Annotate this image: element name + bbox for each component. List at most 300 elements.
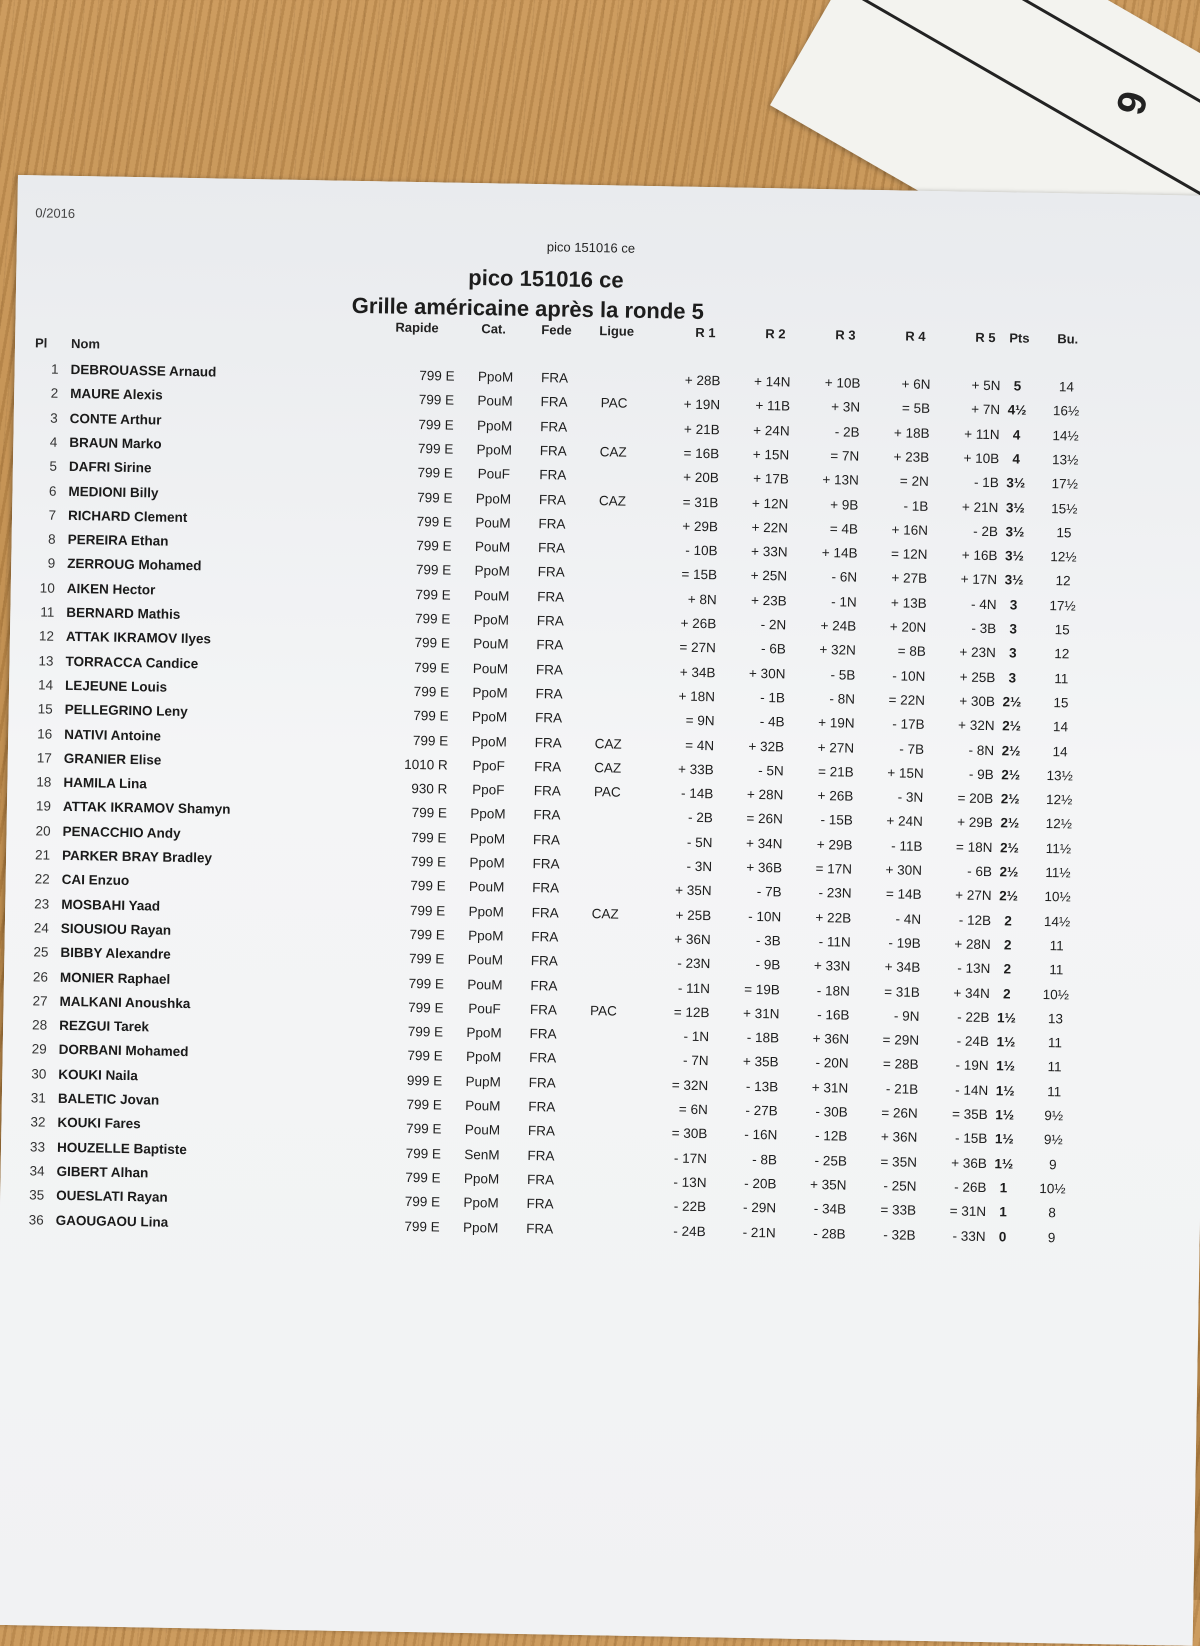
federation: FRA: [534, 419, 574, 435]
buchholz: 17½: [1043, 476, 1087, 492]
points: 2½: [996, 743, 1026, 759]
player-name: SIOUSIOU Rayan: [61, 921, 172, 938]
col-pts: Pts: [1009, 330, 1029, 345]
round-5-result: + 23N: [940, 644, 996, 660]
points: 2½: [995, 816, 1025, 832]
round-5-result: + 27N: [935, 887, 991, 903]
buchholz: 14: [1044, 379, 1088, 395]
player-name: KOUKI Fares: [57, 1115, 141, 1131]
round-1-result: - 23N: [654, 955, 710, 971]
rating: 999 E: [372, 1072, 442, 1088]
player-name: DORBANI Mohamed: [59, 1042, 189, 1059]
round-4-result: = 26N: [862, 1105, 918, 1121]
place-number: 27: [25, 993, 47, 1008]
player-name: CAI Enzuo: [62, 872, 130, 888]
federation: FRA: [521, 1148, 561, 1164]
round-2-result: - 5N: [728, 762, 784, 778]
round-1-result: + 28B: [664, 372, 720, 388]
points: 2½: [996, 767, 1026, 783]
player-name: MAURE Alexis: [70, 386, 163, 403]
points: 2½: [993, 888, 1023, 904]
player-name: BERNARD Mathis: [66, 605, 180, 622]
rating: 930 R: [377, 780, 447, 796]
col-r1: R 1: [695, 325, 715, 340]
rating: 799 E: [381, 562, 451, 578]
round-5-result: - 24B: [933, 1033, 989, 1049]
player-name: NATIVI Antoine: [64, 726, 161, 743]
rating: 799 E: [382, 489, 452, 505]
points: 3½: [1000, 500, 1030, 516]
player-name: PENACCHIO Andy: [62, 824, 180, 841]
rating: 1010 R: [378, 756, 448, 772]
round-5-result: - 19N: [932, 1057, 988, 1073]
category: PupM: [458, 1074, 508, 1090]
buchholz: 15: [1042, 525, 1086, 541]
buchholz: 17½: [1041, 598, 1085, 614]
league: [588, 614, 632, 615]
federation: FRA: [526, 880, 566, 896]
round-5-result: + 21N: [942, 499, 998, 515]
round-5-result: + 11N: [944, 426, 1000, 442]
round-1-result: + 20B: [663, 469, 719, 485]
federation: FRA: [523, 1026, 563, 1042]
round-4-result: = 5B: [874, 400, 930, 416]
place-number: 16: [30, 726, 52, 741]
league: [582, 978, 626, 979]
round-2-result: - 29N: [720, 1200, 776, 1216]
points: 5: [1002, 378, 1032, 394]
round-4-result: + 16N: [872, 522, 928, 538]
place-number: 1: [36, 361, 58, 376]
round-5-result: + 16B: [941, 547, 997, 563]
buchholz: 9½: [1032, 1108, 1076, 1124]
round-5-result: + 5N: [944, 377, 1000, 393]
round-5-result: - 12B: [935, 912, 991, 928]
col-r5: R 5: [975, 330, 995, 345]
player-name: PELLEGRINO Leny: [65, 702, 188, 719]
league: [590, 517, 634, 518]
place-number: 15: [31, 701, 53, 716]
buchholz: 13½: [1038, 768, 1082, 784]
round-4-result: - 3N: [867, 789, 923, 805]
round-3-result: + 13N: [803, 472, 859, 488]
round-3-result: - 28B: [790, 1225, 846, 1241]
buchholz: 12½: [1037, 816, 1081, 832]
buchholz: 16½: [1044, 403, 1088, 419]
round-3-result: + 19N: [798, 715, 854, 731]
federation: FRA: [528, 759, 568, 775]
points: 1½: [991, 1010, 1021, 1026]
col-fede: Fede: [541, 322, 572, 338]
buchholz: 12: [1041, 573, 1085, 589]
player-name: REZGUI Tarek: [59, 1018, 149, 1035]
place-number: 35: [22, 1187, 44, 1202]
points: 3: [999, 597, 1029, 613]
federation: FRA: [526, 832, 566, 848]
place-number: 14: [31, 677, 53, 692]
points: 1½: [989, 1131, 1019, 1147]
col-r2: R 2: [765, 326, 785, 341]
round-1-result: + 35N: [655, 883, 711, 899]
place-number: 25: [26, 944, 48, 959]
page-subtitle: Grille américaine après la ronde 5: [352, 293, 705, 325]
category: PouF: [459, 1001, 509, 1017]
round-2-result: + 23B: [731, 592, 787, 608]
rating: 799 E: [384, 367, 454, 383]
federation: FRA: [522, 1099, 562, 1115]
round-1-result: + 25B: [655, 907, 711, 923]
round-4-result: - 7B: [868, 740, 924, 756]
player-name: PARKER BRAY Bradley: [62, 848, 212, 866]
round-1-result: - 2B: [657, 810, 713, 826]
round-1-result: + 26B: [660, 615, 716, 631]
category: PpoM: [461, 903, 511, 919]
federation: FRA: [522, 1075, 562, 1091]
league: [590, 541, 634, 542]
round-4-result: = 33B: [860, 1202, 916, 1218]
col-nom: Nom: [71, 336, 100, 352]
points: 1½: [990, 1107, 1020, 1123]
round-1-result: = 4N: [658, 737, 714, 753]
player-name: ZERROUG Mohamed: [67, 556, 202, 573]
place-number: 4: [35, 434, 57, 449]
buchholz: 11: [1033, 1035, 1077, 1051]
round-4-result: - 1B: [872, 497, 928, 513]
round-1-result: - 3N: [656, 858, 712, 874]
federation: FRA: [534, 370, 574, 386]
federation: FRA: [532, 516, 572, 532]
round-2-result: + 32B: [728, 738, 784, 754]
round-2-result: - 9B: [724, 957, 780, 973]
federation: FRA: [533, 467, 573, 483]
round-3-result: - 20N: [792, 1055, 848, 1071]
league: [592, 420, 636, 421]
col-rapide: Rapide: [395, 320, 439, 336]
category: PpoF: [463, 782, 513, 798]
league: [580, 1124, 624, 1125]
points: 3: [998, 645, 1028, 661]
round-3-result: + 26B: [797, 788, 853, 804]
league: [580, 1076, 624, 1077]
rating: 799 E: [384, 392, 454, 408]
round-1-result: - 24B: [650, 1223, 706, 1239]
league: [585, 833, 629, 834]
rating: 799 E: [373, 1048, 443, 1064]
points: 2: [992, 961, 1022, 977]
round-1-result: = 12B: [653, 1004, 709, 1020]
page-title: pico 151016 ce: [468, 265, 624, 294]
league: [581, 1027, 625, 1028]
round-3-result: + 14B: [801, 545, 857, 561]
rating: 799 E: [380, 635, 450, 651]
federation: FRA: [530, 637, 570, 653]
round-3-result: + 31N: [792, 1079, 848, 1095]
buchholz: 11½: [1036, 841, 1080, 857]
round-5-result: + 7N: [944, 401, 1000, 417]
points: 4: [1001, 427, 1031, 443]
player-name: MALKANI Anoushka: [59, 994, 190, 1011]
round-2-result: - 20B: [720, 1175, 776, 1191]
player-name: RICHARD Clement: [68, 508, 188, 525]
round-1-result: + 36N: [655, 931, 711, 947]
points: 2½: [997, 694, 1027, 710]
round-5-result: + 32N: [938, 717, 994, 733]
round-2-result: + 22N: [732, 519, 788, 535]
league: CAZ: [586, 736, 630, 752]
round-4-result: = 35N: [861, 1153, 917, 1169]
buchholz: 14½: [1043, 428, 1087, 444]
federation: FRA: [528, 734, 568, 750]
col-ligue: Ligue: [599, 323, 634, 339]
category: PpoF: [464, 758, 514, 774]
buchholz: 14: [1038, 719, 1082, 735]
round-3-result: + 10B: [804, 375, 860, 391]
round-5-result: - 33N: [930, 1228, 986, 1244]
round-5-result: = 20B: [937, 790, 993, 806]
round-1-result: = 32N: [652, 1077, 708, 1093]
points: 3½: [1001, 475, 1031, 491]
player-name: BIBBY Alexandre: [60, 945, 171, 962]
round-1-result: = 30B: [651, 1125, 707, 1141]
league: [593, 371, 637, 372]
category: PpoM: [462, 831, 512, 847]
round-4-result: - 21B: [862, 1081, 918, 1097]
round-1-result: - 7N: [653, 1053, 709, 1069]
round-5-result: - 14N: [932, 1082, 988, 1098]
player-name: ATTAK IKRAMOV Ilyes: [66, 629, 211, 647]
round-5-result: = 35B: [932, 1106, 988, 1122]
federation: FRA: [529, 662, 569, 678]
round-4-result: = 8B: [870, 643, 926, 659]
category: PpoM: [456, 1171, 506, 1187]
points: 3½: [1000, 524, 1030, 540]
place-number: 18: [29, 774, 51, 789]
round-3-result: - 1N: [801, 593, 857, 609]
place-number: 17: [30, 750, 52, 765]
federation: FRA: [534, 394, 574, 410]
buchholz: 10½: [1035, 889, 1079, 905]
federation: FRA: [531, 540, 571, 556]
buchholz: 11: [1032, 1059, 1076, 1075]
col-r4: R 4: [905, 329, 925, 344]
place-number: 9: [33, 556, 55, 571]
round-2-result: + 17B: [733, 471, 789, 487]
round-4-result: + 23B: [873, 449, 929, 465]
place-number: 28: [25, 1017, 47, 1032]
round-3-result: = 7N: [803, 448, 859, 464]
category: PouM: [467, 539, 517, 555]
round-2-result: + 35B: [723, 1054, 779, 1070]
player-name: GIBERT Alhan: [56, 1164, 148, 1181]
rating: 799 E: [373, 1023, 443, 1039]
league: CAZ: [590, 493, 634, 509]
round-4-result: + 27B: [871, 570, 927, 586]
round-4-result: = 31B: [864, 983, 920, 999]
buchholz: 9: [1031, 1156, 1075, 1172]
category: PpoM: [470, 369, 520, 385]
round-3-result: + 24B: [800, 618, 856, 634]
round-3-result: - 11N: [795, 934, 851, 950]
category: PpoM: [459, 1049, 509, 1065]
round-3-result: = 4B: [802, 521, 858, 537]
round-2-result: - 21N: [720, 1224, 776, 1240]
federation: FRA: [520, 1220, 560, 1236]
player-name: HOUZELLE Baptiste: [57, 1139, 187, 1156]
place-number: 19: [29, 799, 51, 814]
rating: 799 E: [370, 1193, 440, 1209]
round-2-result: + 14N: [734, 374, 790, 390]
points: 1½: [989, 1156, 1019, 1172]
print-date: 0/2016: [35, 205, 75, 221]
round-4-result: = 29N: [863, 1032, 919, 1048]
round-2-result: + 24N: [734, 422, 790, 438]
category: PpoM: [467, 563, 517, 579]
category: PouM: [462, 879, 512, 895]
round-3-result: - 16B: [793, 1006, 849, 1022]
place-number: 23: [27, 896, 49, 911]
category: PouM: [458, 1098, 508, 1114]
category: PouM: [466, 636, 516, 652]
round-2-result: + 31N: [723, 1005, 779, 1021]
player-name: BRAUN Marko: [69, 435, 162, 452]
category: PouM: [465, 660, 515, 676]
category: PouF: [469, 466, 519, 482]
player-name: PEREIRA Ethan: [68, 532, 169, 549]
player-name: LEJEUNE Louis: [65, 678, 167, 695]
round-4-result: - 11B: [866, 838, 922, 854]
rating: 799 E: [383, 465, 453, 481]
place-number: 7: [34, 507, 56, 522]
round-1-result: - 17N: [651, 1150, 707, 1166]
player-name: KOUKI Naila: [58, 1067, 138, 1083]
round-4-result: + 18B: [874, 425, 930, 441]
points: 4: [1001, 451, 1031, 467]
round-1-result: = 6N: [652, 1101, 708, 1117]
points: 3½: [999, 548, 1029, 564]
round-5-result: + 36B: [931, 1155, 987, 1171]
place-number: 6: [34, 483, 56, 498]
rating: 799 E: [381, 537, 451, 553]
round-5-result: + 34N: [934, 985, 990, 1001]
round-3-result: - 2B: [804, 423, 860, 439]
league: [580, 1100, 624, 1101]
round-2-result: + 36B: [726, 859, 782, 875]
federation: FRA: [530, 613, 570, 629]
league: PAC: [592, 395, 636, 411]
rating: 799 E: [371, 1145, 441, 1161]
round-2-result: + 33N: [731, 544, 787, 560]
round-4-result: + 36N: [861, 1129, 917, 1145]
round-4-result: = 22N: [869, 692, 925, 708]
round-1-result: + 19N: [664, 397, 720, 413]
round-4-result: + 34B: [864, 959, 920, 975]
category: PpoM: [469, 442, 519, 458]
category: PpoM: [456, 1219, 506, 1235]
buchholz: 8: [1030, 1205, 1074, 1221]
points: 2½: [996, 718, 1026, 734]
place-number: 13: [31, 653, 53, 668]
round-1-result: + 33B: [658, 761, 714, 777]
buchholz: 11: [1034, 962, 1078, 978]
rating: 799 E: [370, 1169, 440, 1185]
buchholz: 9½: [1031, 1132, 1075, 1148]
category: PpoM: [470, 418, 520, 434]
player-name: MONIER Raphael: [60, 969, 171, 986]
player-name: BALETIC Jovan: [58, 1091, 160, 1108]
col-pl: Pl: [35, 335, 48, 350]
round-1-result: - 10B: [661, 542, 717, 558]
federation: FRA: [520, 1196, 560, 1212]
place-number: 36: [22, 1212, 44, 1227]
round-5-result: - 26B: [930, 1179, 986, 1195]
round-4-result: + 13B: [871, 595, 927, 611]
player-name: MEDIONI Billy: [68, 483, 158, 500]
league: CAZ: [586, 760, 630, 776]
league: [589, 590, 633, 591]
round-5-result: - 15B: [931, 1130, 987, 1146]
league: [591, 468, 635, 469]
round-4-result: + 30N: [866, 862, 922, 878]
round-3-result: - 5B: [799, 666, 855, 682]
buchholz: 12½: [1037, 792, 1081, 808]
place-number: 32: [23, 1115, 45, 1130]
col-bu: Bu.: [1057, 331, 1078, 346]
round-3-result: - 23N: [795, 885, 851, 901]
round-1-result: + 29B: [662, 518, 718, 534]
round-1-result: = 16B: [663, 445, 719, 461]
round-5-result: + 25B: [939, 669, 995, 685]
points: 3: [998, 621, 1028, 637]
round-3-result: + 29B: [796, 836, 852, 852]
points: 1: [988, 1180, 1018, 1196]
league: [585, 808, 629, 809]
rating: 799 E: [374, 951, 444, 967]
card-digit: 6: [1106, 86, 1155, 119]
round-2-result: + 25N: [731, 568, 787, 584]
buchholz: 11: [1039, 670, 1083, 686]
federation: FRA: [531, 589, 571, 605]
place-number: 21: [28, 847, 50, 862]
round-2-result: - 7B: [725, 884, 781, 900]
place-number: 8: [34, 531, 56, 546]
round-1-result: - 22B: [650, 1198, 706, 1214]
place-number: 20: [28, 823, 50, 838]
round-3-result: - 25B: [791, 1152, 847, 1168]
round-2-result: - 16N: [721, 1127, 777, 1143]
rating: 799 E: [383, 440, 453, 456]
round-3-result: - 30B: [792, 1104, 848, 1120]
round-2-result: - 6B: [730, 641, 786, 657]
federation: FRA: [523, 1050, 563, 1066]
round-5-result: - 9B: [938, 766, 994, 782]
buchholz: 14½: [1035, 913, 1079, 929]
league: [582, 954, 626, 955]
place-number: 33: [23, 1139, 45, 1154]
round-5-result: - 1B: [943, 474, 999, 490]
points: 2: [993, 937, 1023, 953]
league: [587, 687, 631, 688]
round-1-result: + 18N: [659, 688, 715, 704]
rating: 799 E: [372, 1096, 442, 1112]
rating: 799 E: [374, 975, 444, 991]
buchholz: 14: [1038, 743, 1082, 759]
round-2-result: + 11B: [734, 398, 790, 414]
place-number: 26: [26, 969, 48, 984]
player-name: DAFRI Sirine: [69, 459, 152, 475]
player-name: MOSBAHI Yaad: [61, 896, 160, 913]
league: [579, 1149, 623, 1150]
points: 2½: [994, 864, 1024, 880]
